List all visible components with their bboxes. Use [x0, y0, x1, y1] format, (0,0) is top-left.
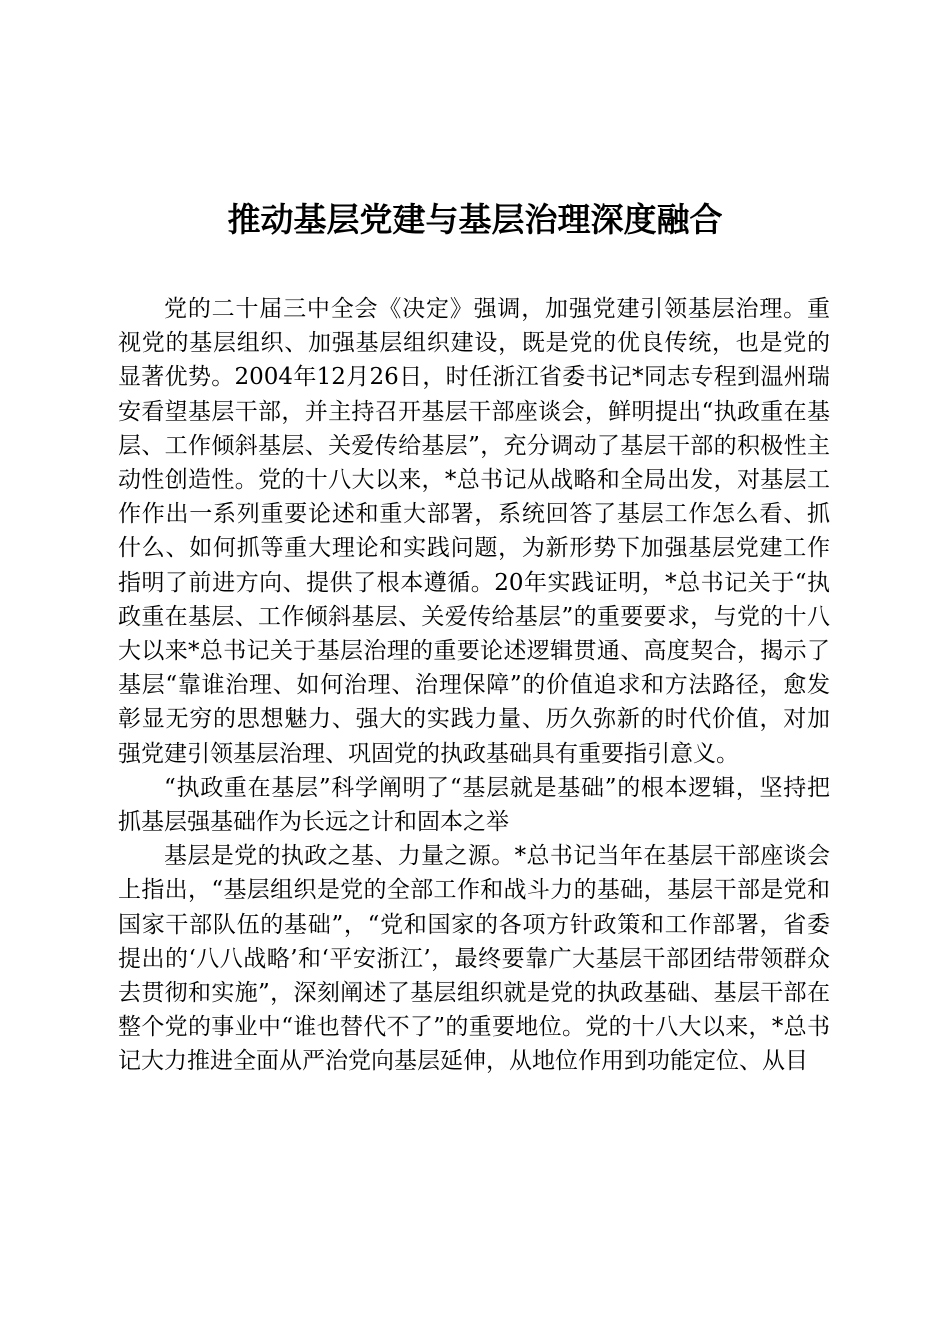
- paragraph: “执政重在基层”科学阐明了“基层就是基础”的根本逻辑，坚持把抓基层强基础作为长远之计和固本之举: [118, 774, 830, 836]
- document-body: [118, 292, 830, 1079]
- paragraph: 党的二十届三中全会《决定》强调，加强党建引领基层治理。重视党的基层组织、加强基层组织建设，既是党的优良传统，也是党的显著优势。2004年12月26日，时任浙江省委书记*同志专程到温州瑞安看望基层干部，并主持召开基层干部座谈会，鲜明提出“执政重在基层、工作倾斜基层、关爱传给基层”，充分调动了基层干部的积极性主动性创造性。党的十八大以来，*总书记从战略和全局出发，对基层工作作出一系列重要论述和重大部署，系统回答了基层工作怎么看、抓什么、如何抓等重大理论和实践问题，为新形势下加强基层党建工作指明了前进方向、提供了根本遵循。20年实践证明，*总书记关于“执政重在基层、工作倾斜基层、关爱传给基层”的重要要求，与党的十八大以来*总书记关于基层治理的重要论述逻辑贯通、高度契合，揭示了基层“靠谁治理、如何治理、治理保障”的价值追求和方法路径，愈发彰显无穷的思想魅力、强大的实践力量、历久弥新的时代价值，对加强党建引领基层治理、巩固党的执政基础具有重要指引意义。: [118, 296, 830, 767]
- document-title: 推动基层党建与基层治理深度融合: [227, 200, 723, 239]
- paragraph: 基层是党的执政之基、力量之源。*总书记当年在基层干部座谈会上指出，“基层组织是党的全部工作和战斗力的基础，基层干部是党和国家干部队伍的基础”，“党和国家的各项方针政策和工作部署，省委提出的‘八八战略’和‘平安浙江’，最终要靠广大基层干部团结带领群众去贯彻和实施”，深刻阐述了基层组织就是党的执政基础、基层干部在整个党的事业中“谁也替代不了”的重要地位。党的十八大以来，*总书记大力推进全面从严治党向基层延伸，从地位作用到功能定位、从目: [118, 843, 830, 1075]
